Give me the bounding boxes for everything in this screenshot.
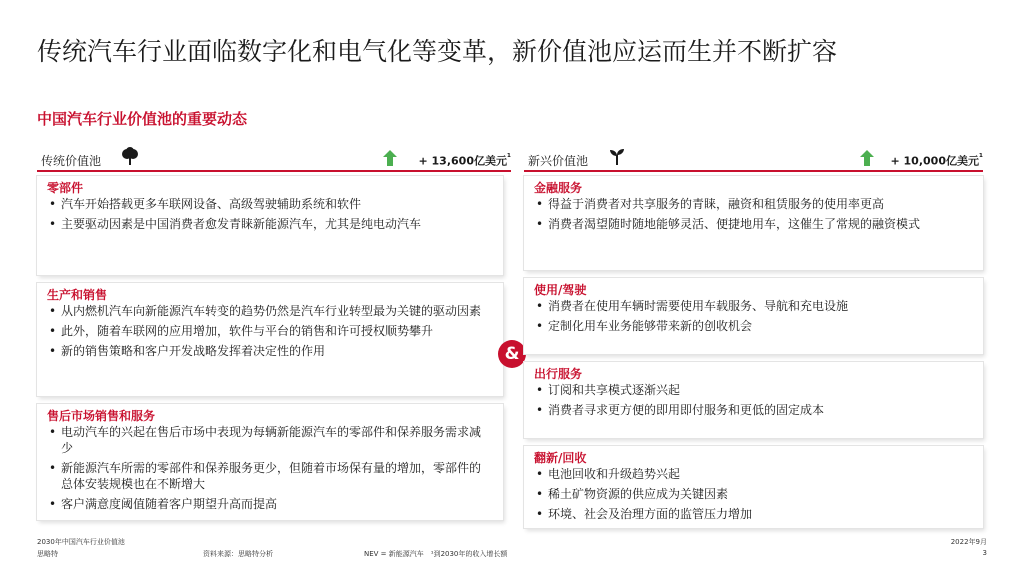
sprout-icon xyxy=(607,147,627,171)
list-item: • 新能源汽车所需的零部件和保养服务更少，但随着市场保有量的增加，零部件的总体安装规模也在不断增大 xyxy=(47,460,487,492)
list-item: • 此外，随着车联网的应用增加，软件与平台的销售和许可授权顺势攀升 xyxy=(47,323,487,339)
list-item: • 环境、社会及治理方面的监管压力增加 xyxy=(534,506,967,522)
list-item: • 稀土矿物资源的供应成为关键因素 xyxy=(534,486,967,502)
panel-title: 生产和销售 xyxy=(47,288,108,302)
list-item: • 新的销售策略和客户开发战略发挥着决定性的作用 xyxy=(47,343,487,359)
panel-title: 售后市场销售和服务 xyxy=(47,409,156,423)
traditional-pool-header xyxy=(37,146,511,172)
financial-services-panel xyxy=(524,176,983,270)
footer-company: 思略特 xyxy=(37,550,58,558)
panel-title: 金融服务 xyxy=(534,181,583,195)
panel-title: 零部件 xyxy=(47,181,84,195)
footer-doc-title: 2030年中国汽车行业价值池 xyxy=(37,538,125,546)
page-title: 传统汽车行业面临数字化和电气化等变革，新价值池应运而生并不断扩容 xyxy=(37,37,838,66)
list-item: • 电动汽车的兴起在售后市场中表现为每辆新能源汽车的零部件和保养服务需求减少 xyxy=(47,424,487,456)
panel-title: 出行服务 xyxy=(534,367,583,381)
list-item: • 订阅和共享模式逐渐兴起 xyxy=(534,382,967,398)
list-item: • 消费者渴望随时随地能够灵活、便捷地用车，这催生了常规的融资模式 xyxy=(534,216,967,232)
growth-up-arrow-icon xyxy=(383,150,397,166)
panel-title: 使用/驾驶 xyxy=(534,283,587,297)
footer-source: 资料来源：思略特分析 xyxy=(203,550,273,558)
emerging-pool-header xyxy=(524,146,983,172)
list-item: • 主要驱动因素是中国消费者愈发青睐新能源汽车，尤其是纯电动汽车 xyxy=(47,216,487,232)
footer-date: 2022年9月 xyxy=(950,538,987,546)
header-rule xyxy=(524,170,983,172)
list-item: • 定制化用车业务能够带来新的创收机会 xyxy=(534,318,967,334)
page-subtitle: 中国汽车行业价值池的重要动态 xyxy=(37,110,248,128)
traditional-pool-growth: + 13,600亿美元$^{^1}$ xyxy=(418,152,511,168)
list-item: • 客户满意度阈值随着客户期望升高而提高 xyxy=(47,496,487,512)
list-item: • 消费者寻求更方便的即用即付服务和更低的固定成本 xyxy=(534,402,967,418)
usage-driving-panel xyxy=(524,278,983,354)
list-item: • 汽车开始搭载更多车联网设备、高级驾驶辅助系统和软件 xyxy=(47,196,487,212)
refurbish-recycle-panel xyxy=(524,446,983,528)
emerging-pool-growth: + 10,000亿美元$^{^1}$ xyxy=(890,152,983,168)
list-item: • 得益于消费者对共享服务的青睐，融资和租赁服务的使用率更高 xyxy=(534,196,967,212)
page-number: 3 xyxy=(982,549,987,557)
tree-icon xyxy=(120,147,140,171)
traditional-pool-title: 传统价值池 xyxy=(41,154,102,168)
header-rule xyxy=(37,170,511,172)
emerging-pool-title: 新兴价值池 xyxy=(528,154,589,168)
list-item: • 从内燃机汽车向新能源汽车转变的趋势仍然是汽车行业转型最为关键的驱动因素 xyxy=(47,303,487,319)
ampersand-connector: & xyxy=(498,340,526,368)
growth-up-arrow-icon xyxy=(860,150,874,166)
footer-note: NEV = 新能源汽车 ¹到2030年的收入增长额 xyxy=(364,550,508,558)
list-item: • 消费者在使用车辆时需要使用车载服务、导航和充电设施 xyxy=(534,298,967,314)
aftermarket-panel xyxy=(37,404,503,520)
components-panel xyxy=(37,176,503,275)
production-sales-panel xyxy=(37,283,503,396)
mobility-services-panel xyxy=(524,362,983,438)
panel-title: 翻新/回收 xyxy=(534,451,587,465)
list-item: • 电池回收和升级趋势兴起 xyxy=(534,466,967,482)
